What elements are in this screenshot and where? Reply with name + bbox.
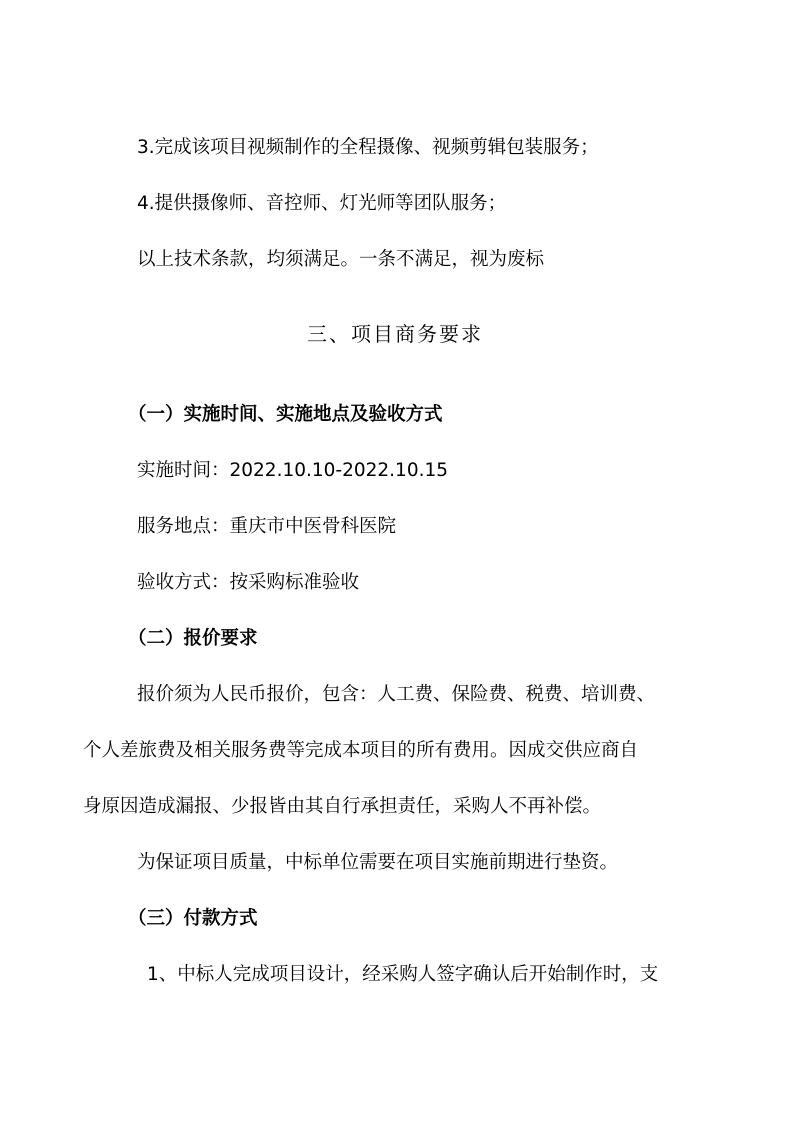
requirement-note: 以上技术条款，均须满足。一条不满足，视为废标 <box>137 249 545 270</box>
subsection-2-title: （二）报价要求 <box>128 628 258 649</box>
implementation-time: 实施时间：2022.10.10-2022.10.15 <box>137 460 449 481</box>
quote-paragraph-line-1: 报价须为人民币报价，包含：人工费、保险费、税费、培训费、 <box>137 684 656 705</box>
service-location: 服务地点：重庆市中医骨科医院 <box>137 516 397 537</box>
quote-paragraph-line-3: 身原因造成漏报、少报皆由其自行承担责任，采购人不再补偿。 <box>83 796 602 817</box>
requirement-item-3: 3.完成该项目视频制作的全程摄像、视频剪辑包装服务； <box>137 137 599 158</box>
quality-paragraph: 为保证项目质量，中标单位需要在项目实施前期进行垫资。 <box>137 852 619 873</box>
payment-line-1: 1、中标人完成项目设计，经采购人签字确认后开始制作时，支 <box>147 964 659 985</box>
requirement-item-4: 4.提供摄像师、音控师、灯光师等团队服务； <box>137 193 507 214</box>
acceptance-method: 验收方式：按采购标准验收 <box>137 572 360 593</box>
quote-paragraph-line-2: 个人差旅费及相关服务费等完成本项目的所有费用。因成交供应商自 <box>83 740 639 761</box>
subsection-1-title: （一）实施时间、实施地点及验收方式 <box>128 404 443 425</box>
section-title: 三、项目商务要求 <box>307 322 483 346</box>
subsection-3-title: （三）付款方式 <box>128 908 258 929</box>
